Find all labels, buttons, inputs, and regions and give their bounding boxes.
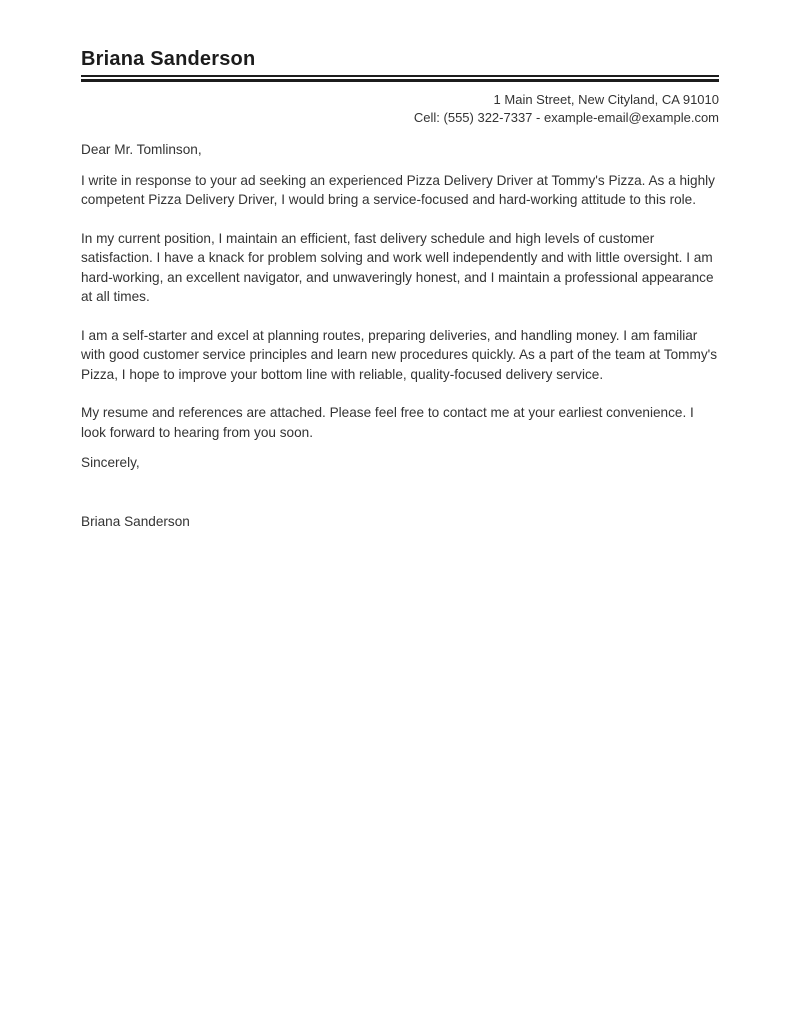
address-line: 1 Main Street, New Cityland, CA 91010	[493, 92, 719, 107]
letter-body	[81, 140, 719, 531]
phone-email-line: Cell: (555) 322-7337 - example-email@example.com	[413, 110, 719, 125]
letter-header	[81, 46, 719, 127]
letter-paragraph-resume: My resume and references are attached. Please feel free to contact me at your earliest convenience. I look forward to hearing from you soon.	[81, 405, 694, 440]
letter-content	[81, 46, 719, 531]
salutation: Dear Mr. Tomlinson,	[81, 142, 202, 157]
closing-salutation: Sincerely,	[81, 455, 140, 470]
contact-info-block	[81, 91, 719, 127]
letter-paragraph-intro: I write in response to your ad seeking an experienced Pizza Delivery Driver at Tommy's Pizza. As a highly competent Pizza Delivery Driver, I would bring a service-focused and hard-working attitude to this role.	[81, 172, 715, 207]
header-divider	[81, 75, 719, 82]
author-name-heading: Briana Sanderson	[81, 48, 256, 70]
letter-paragraph-skills: I am a self-starter and excel at planning routes, preparing deliveries, and handling money. I am familiar with good customer service principles and learn new procedures quickly. As a part of the team at Tommy's Pizza, I hope to improve your bottom line with reliable, quality-focused delivery service.	[81, 327, 718, 382]
letter-paragraph-experience: In my current position, I maintain an efficient, fast delivery schedule and high levels of customer satisfaction. I have a knack for problem solving and work well independently and with little oversight. I am hard-working, an excellent navigator, and unwaveringly honest, and I maintain a professional appearance at all times.	[81, 230, 714, 304]
signature-name: Briana Sanderson	[81, 513, 190, 529]
